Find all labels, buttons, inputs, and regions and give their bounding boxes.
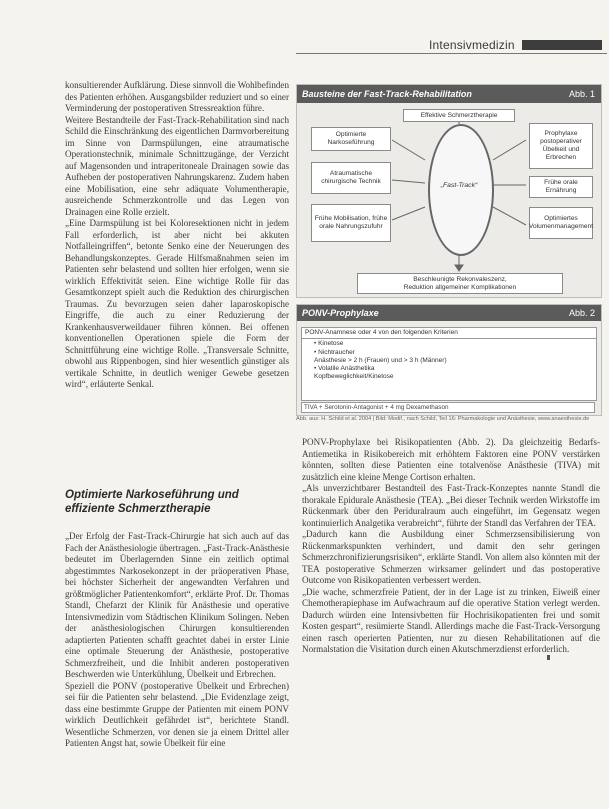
fast-track-label: „Fast-Track“ bbox=[440, 182, 478, 189]
paragraph: PONV-Prophylaxe bei Risikopatienten (Abb. 2). Da gleichzeitig Bedarfs-Antiemetika in Risikobereich mit erhöhtem Faktoren eine PONV verstärken könnten, sollten diese Patienten eine totalvenöse Anästhesie (TIVA) mit zusätzlich eine kleine Menge Cortison erhalten. bbox=[302, 437, 600, 482]
criteria-item: Anästhesie > 2 h (Frauen) und > 3 h (Männer) bbox=[314, 356, 447, 364]
box-outcome bbox=[357, 273, 563, 294]
right-column bbox=[302, 437, 600, 656]
box-left-2: Atraumatische chirurgische Technik bbox=[311, 162, 391, 194]
figure-fast-track-building-blocks bbox=[296, 84, 602, 298]
figure-header bbox=[297, 305, 601, 321]
criteria-item: Kopfbeweglichkeit/Kinetose bbox=[314, 373, 394, 381]
paragraph: „Die wache, schmerzfreie Patient, der in der Lage ist zu trinken, Eiweiß einer Chemotherapiephase im Aufwachraum auf die operative Station verlegt werden. Dadurch würden eine Intensivbetten für Hochrisikopatienten frei und somit Kosten gespart“, resümierte Standl. Allerdings mache die Fast-Track-Versorgung einen rasch operierten Patienten, nur zu diesen Rehabilitationen auf die Normalstation die Visitation durch einen Akutschmerzdienst erforderlich. bbox=[302, 586, 600, 654]
box-right-1: Prophylaxe postoperativer Übelkeit und Erbrechen bbox=[529, 123, 593, 169]
box-left-1: Optimierte Narkoseführung bbox=[311, 127, 391, 151]
fast-track-oval bbox=[428, 124, 494, 256]
left-column-top bbox=[65, 80, 289, 391]
figure-ponv-prophylaxis bbox=[296, 304, 602, 416]
box-right-3: Optimiertes Volumenmanagement bbox=[529, 207, 593, 239]
criteria-item: • Volatile Anästhetika bbox=[314, 365, 375, 373]
paragraph: „Als unverzichtbarer Bestandteil des Fast-Track-Konzeptes nannte Standl die thorakale Epidurale Anästhesie (TEA). „Bei dieser Technik werden Wirkstoffe im Rückenmark über den Periduralraum auch eingeführt, im Gegensatz wegen kontinuierlich Analgetika verabreicht“, führte der Standl das Verfahren der TEA. bbox=[302, 483, 600, 528]
ponv-criteria-box bbox=[301, 327, 597, 401]
header-bar bbox=[522, 40, 602, 50]
criteria-heading: PONV-Anamnese oder 4 von den folgenden Kriterien bbox=[302, 328, 596, 339]
paragraph: Speziell die PONV (postoperative Übelkeit und Erbrechen) sei für die Patienten sehr belastend. „Die Evidenzlage zeigt, dass eine bestimmte Gruppe der Patienten mit einem PONV wirklich Deutlichkeit gefährdet ist“, berichtete Standl. Wesentliche Schmerzen, vor denen sie ja einem Drittel aller Patienten Angst hat, sowie Übelkeit für eine bbox=[65, 680, 289, 748]
box-right-2: Frühe orale Ernährung bbox=[529, 176, 593, 198]
figure-title: Bausteine der Fast-Track-Rehabilitation bbox=[302, 89, 472, 99]
paragraph: konsultierender Aufklärung. Diese sinnvoll die Wohlbefinden des Patienten erhöhen. Ausgangsbilder reduziert und so einer Verminderung der postoperativen Stressreaktion führe. bbox=[65, 80, 289, 113]
section-heading: Optimierte Narkoseführung und effiziente Schmerztherapie bbox=[65, 489, 239, 515]
margin-mark bbox=[547, 655, 550, 660]
paragraph: „Dadurch kann die Ausbildung einer Schmerzsensibilisierung von Rückenmarkspunkten verhindert, und damit den sehr geringen Schmerzchronifizierungsrisiken“, erklärte Standl. Von allem also könnten mit der TEA postoperative Schmerzen wirksamer gelindert und das postoperative Outcome von Risikopatienten verbessert werden. bbox=[302, 529, 600, 585]
box-left-3: Frühe Mobilisation, frühe orale Nahrungszufuhr bbox=[311, 204, 391, 242]
ponv-regimen: TIVA + Serotonin-Antagonist + 4 mg Dexamethason bbox=[301, 402, 595, 413]
figure-number: Abb. 2 bbox=[568, 308, 595, 318]
header-rule bbox=[296, 53, 607, 54]
outcome-line: Reduktion allgemeiner Komplikationen bbox=[403, 283, 517, 291]
section-header: Intensivmedizin bbox=[429, 38, 515, 52]
criteria-item: • Kinetose bbox=[314, 340, 344, 348]
outcome-line: Beschleunigte Rekonvaleszenz, bbox=[413, 275, 507, 283]
figure-number: Abb. 1 bbox=[568, 89, 595, 99]
figure-title: PONV-Prophylaxe bbox=[302, 308, 379, 318]
left-column-bottom bbox=[65, 531, 289, 750]
criteria-item: • Nichtraucher bbox=[314, 348, 355, 356]
paragraph: „Eine Darmspülung ist bei Koloresektionen nicht in jedem Fall erforderlich, ist aber nicht bei akkuten Notfalleingriffen“, betonte Senko eine der Neuerungen des Behandlungskonzeptes. Gerade Hilfsmaßnahmen seien im Patienten sehr belastend und sollten hier erfolgen, wenn sie wirklich Effektivität seien. Eine wichtige Rolle für das Gesamtkonzept spielt auch die Reduktion des chirurgischen Traumas. Zu bevorzugen seien daher laparoskopische Eingriffe, die auch zu einer Reduzierung der Krankenhausverweildauer führen können. Bei offenen konventionellen Operationen spiele die Form der Schnittführung eine wichtige Rolle. „Transversale Schnitte, obwohl aus Rippenbogen, sind hier wesentlich günstiger als vertikale Schnitte, in deutlich weniger Gewebe gesetzen wird“, erläuterte Senkal. bbox=[65, 218, 289, 389]
paragraph: Weitere Bestandteile der Fast-Track-Rehabilitation sind nach Schild die Einschränkung des eigentlichen Darmvorbereitung im Sinne von Darmspülungen, eine atraumatische Operationstechnik, minimale Schnittzugänge, der Verzicht auf Magensonden und intraperitoneale Drainagen sowie das Aufheben der postoperativen Nahrungskarenz. Zudem haben eine Mobilisation, eine sehr adäquate Volumentherapie, ausreichende Schmerzkontrolle und das Legen von Drainagen eine Rolle erzielt. bbox=[65, 114, 289, 217]
paragraph: „Der Erfolg der Fast-Track-Chirurgie hat sich auch auf das Fach der Anästhesiologie übertragen. „Fast-Track-Anästhesie bedeutet im Überlagernden Sinne ein zeitlich optimal abgestimmtes Narkosekonzept in der präoperativen Phase, bei höchster Sicherheit der angewandten Verfahren und größtmöglicher Patientenkomfort“, erklärte Prof. Dr. Thomas Standl, Chefarzt der Klinik für Anästhesie und operative Intensivmedizin vom Städtischen Klinikum Solingen. Neben der anästhesiologischen Chirurgen konsultierenden adaptierten Patienten schafft geachtet dabei in erster Linie eine optimale Steuerung der Anästhesie, postoperative Schmerzfreiheit, und die Inhibit anderen postoperativen Beschwerden wie Unterkühlung, Übelkeit und Erbrechen. bbox=[65, 531, 289, 679]
box-effective-pain-therapy: Effektive Schmerztherapie bbox=[403, 109, 515, 122]
figure-caption: Abb. aus: H. Schild et al. 2004 | Bild: Modif., nach Schild, Teil 16: Pharmakologie und Anästhesie, www.anaesthesie.de bbox=[296, 416, 590, 422]
